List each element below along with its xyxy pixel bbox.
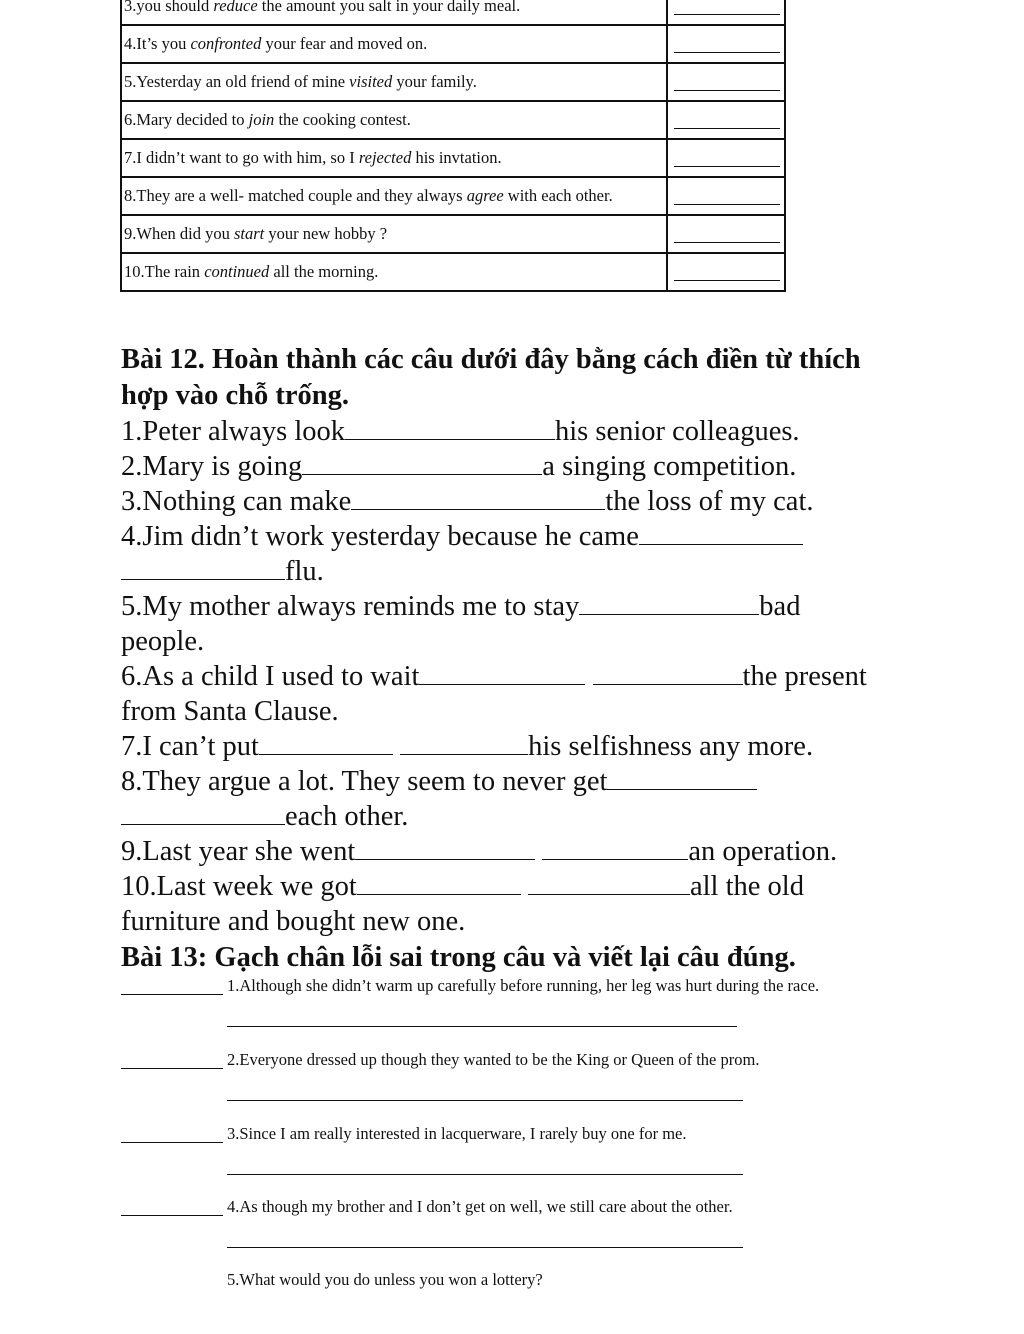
answer-blank[interactable] [674, 204, 780, 205]
fill-blank[interactable] [121, 800, 285, 825]
sentence-5-cont: people. [121, 626, 205, 657]
exercise-12-heading: Bài 12. Hoàn thành các câu dưới đây bằng cách điền từ thích [121, 344, 861, 375]
error-sentence: 1.Although she didn’t warm up carefully before running, her leg was hurt during the race. [227, 976, 820, 995]
italic-word: confronted [190, 34, 262, 53]
sentence-6-cont: from Santa Clause. [121, 696, 339, 727]
fill-blank[interactable] [400, 730, 528, 755]
sentence-cell: 9.When did you start your new hobby ? [121, 215, 667, 253]
fill-blank[interactable] [528, 870, 690, 895]
error-item [121, 1124, 1001, 1188]
fill-blank[interactable] [357, 870, 521, 895]
error-sentence: 4.As though my brother and I don’t get on well, we still care about the other. [227, 1197, 733, 1216]
exercise-11-table [120, 0, 786, 292]
fill-blank[interactable] [419, 660, 585, 685]
rewrite-line[interactable] [227, 1100, 743, 1101]
rewrite-line[interactable] [227, 1026, 737, 1027]
italic-word: start [233, 224, 265, 243]
error-sentence: 2.Everyone dressed up though they wanted to be the King or Queen of the prom. [227, 1050, 760, 1069]
sentence-cell: 8.They are a well- matched couple and they always agree with each other. [121, 177, 667, 215]
error-sentence: 3.Since I am really interested in lacquerware, I rarely buy one for me. [227, 1124, 687, 1143]
fill-blank[interactable] [345, 415, 555, 440]
answer-blank[interactable] [674, 128, 780, 129]
italic-word: join [248, 110, 275, 129]
answer-cell[interactable] [667, 253, 785, 291]
answer-blank[interactable] [121, 1068, 223, 1069]
sentence-5: 5.My mother always reminds me to stay bad [121, 591, 801, 622]
exercise-12-heading-cont: hợp vào chỗ trống. [121, 380, 349, 411]
table-row [121, 139, 785, 177]
sentence-8-cont: each other. [121, 799, 921, 834]
fill-blank[interactable] [593, 660, 743, 685]
answer-blank[interactable] [674, 90, 780, 91]
fill-blank[interactable] [639, 520, 803, 545]
answer-blank[interactable] [674, 52, 780, 53]
fill-blank[interactable] [302, 450, 542, 475]
answer-blank[interactable] [674, 242, 780, 243]
italic-word: continued [204, 262, 270, 281]
exercise-12 [121, 342, 921, 939]
fill-blank[interactable] [607, 765, 757, 790]
answer-blank[interactable] [121, 1215, 223, 1216]
fill-blank[interactable] [542, 835, 688, 860]
answer-blank[interactable] [674, 14, 780, 15]
sentence-cell: 6.Mary decided to join the cooking contest. [121, 101, 667, 139]
answer-cell[interactable] [667, 215, 785, 253]
table-row [121, 63, 785, 101]
sentence-cell: 7.I didn’t want to go with him, so I rejected his invtation. [121, 139, 667, 177]
italic-word: visited [349, 72, 393, 91]
answer-blank[interactable] [121, 994, 223, 995]
rewrite-line[interactable] [227, 1174, 743, 1175]
answer-cell[interactable] [667, 139, 785, 177]
sentence-10-cont: furniture and bought new one. [121, 906, 466, 937]
table-row [121, 253, 785, 291]
sentence-3: 3.Nothing can make the loss of my cat. [121, 486, 814, 517]
table-row [121, 177, 785, 215]
sentence-cell: 3.you should reduce the amount you salt in your daily meal. [121, 0, 667, 25]
error-item [121, 1270, 1001, 1334]
answer-blank[interactable] [674, 166, 780, 167]
error-sentence: 5.What would you do unless you won a lottery? [227, 1270, 543, 1289]
fill-blank[interactable] [259, 730, 393, 755]
sentence-8: 8.They argue a lot. They seem to never get [121, 764, 921, 799]
rewrite-line[interactable] [227, 1247, 743, 1248]
fill-blank[interactable] [579, 590, 759, 615]
fill-blank[interactable] [121, 555, 285, 580]
table-row [121, 0, 785, 25]
answer-cell[interactable] [667, 63, 785, 101]
answer-cell[interactable] [667, 25, 785, 63]
answer-cell[interactable] [667, 177, 785, 215]
answer-cell[interactable] [667, 101, 785, 139]
table-row [121, 215, 785, 253]
fill-blank[interactable] [355, 835, 535, 860]
italic-word: rejected [358, 148, 412, 167]
error-item [121, 976, 1001, 1040]
sentence-cell: 4.It’s you confronted your fear and moved on. [121, 25, 667, 63]
sentence-4-cont: flu. [121, 554, 921, 589]
italic-word: reduce [213, 0, 258, 15]
sentence-4: 4.Jim didn’t work yesterday because he came [121, 519, 921, 554]
answer-blank[interactable] [674, 280, 780, 281]
sentence-9: 9.Last year she went an operation. [121, 836, 838, 867]
sentence-cell: 5.Yesterday an old friend of mine visited your family. [121, 63, 667, 101]
error-item [121, 1197, 1001, 1261]
sentence-10: 10.Last week we got all the old [121, 871, 804, 902]
sentence-7: 7.I can’t put his selfishness any more. [121, 731, 814, 762]
sentence-6: 6.As a child I used to wait the present [121, 661, 867, 692]
answer-cell[interactable] [667, 0, 785, 25]
answer-blank[interactable] [121, 1142, 223, 1143]
italic-word: agree [466, 186, 504, 205]
fill-blank[interactable] [351, 485, 605, 510]
sentence-2: 2.Mary is going a singing competition. [121, 451, 797, 482]
sentence-cell: 10.The rain continued all the morning. [121, 253, 667, 291]
table-row [121, 25, 785, 63]
exercise-13-heading: Bài 13: Gạch chân lỗi sai trong câu và viết lại câu đúng. [121, 942, 796, 973]
error-item [121, 1050, 1001, 1114]
sentence-1: 1.Peter always look his senior colleagues. [121, 416, 800, 447]
table-row [121, 101, 785, 139]
